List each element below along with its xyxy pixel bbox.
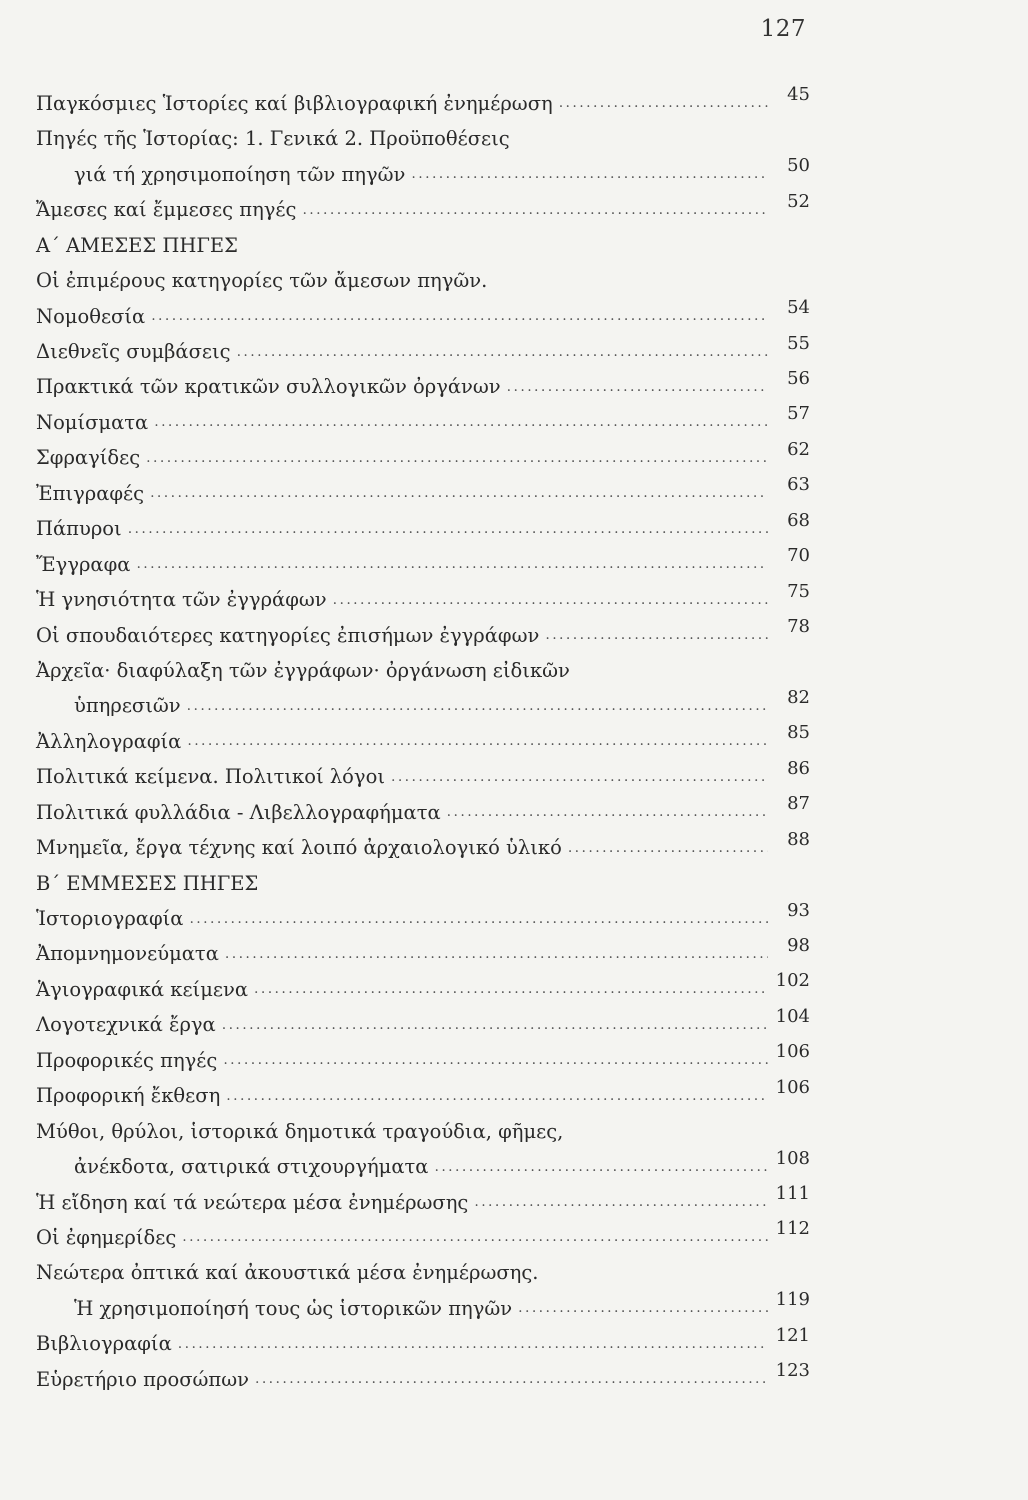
dot-leader [182,1230,768,1244]
toc-entry [36,751,810,789]
dot-leader [189,912,768,926]
toc-entry-page: 68 [787,509,810,531]
toc-entry-title: Ἡ εἴδηση καί τά νεώτερα μέσα ἐνημέρωσης [36,1190,469,1214]
toc-entry-title: Πολιτικά φυλλάδια - Λιβελλογραφήματα [36,800,441,824]
toc-entry [36,1070,810,1108]
dot-leader [507,380,768,394]
dot-leader [146,451,768,465]
dot-leader [223,1053,768,1067]
toc-entry [36,255,810,293]
toc-entry [36,1141,810,1179]
dot-leader [434,1160,768,1174]
toc-entry-title: Οἱ ἐφημερίδες [36,1225,177,1249]
toc-entry-page: 102 [775,970,810,992]
dot-leader [128,522,768,536]
dot-leader [518,1301,768,1315]
dot-leader [150,486,768,500]
dot-leader [154,415,768,429]
toc-entry-title: Παγκόσμιες Ἱστορίες καί βιβλιογραφική ἐνημέρωση [36,91,553,115]
dot-leader [222,1018,768,1032]
dot-leader [568,841,768,855]
toc-entry-title: Ἀλληλογραφία [36,729,182,753]
toc-entry-title: Σφραγίδες [36,446,141,470]
toc-entry-title: Ἡ χρησιμοποίησή τους ὡς ἱστορικῶν πηγῶν [74,1296,513,1320]
toc-entry-page: 52 [787,190,810,212]
toc-entry-page: 108 [775,1147,810,1169]
toc-entry [36,184,810,222]
toc-entry [36,468,810,503]
toc-entry-title: Α΄ ΑΜΕΣΕΣ ΠΗΓΕΣ [36,233,238,257]
dot-leader [136,557,768,571]
toc-entry [36,149,810,184]
toc-entry [36,362,810,397]
toc-entry-page: 54 [787,297,810,319]
dot-leader [302,203,768,217]
toc-entry [36,1247,810,1285]
toc-entry-title: Νομίσματα [36,410,149,434]
toc-entry-title: ὑπηρεσιῶν [74,694,181,718]
toc-entry-title: Ἁγιογραφικά κείμενα [36,977,248,1001]
dot-leader [226,1089,768,1103]
toc-entry-page: 88 [787,828,810,850]
toc-entry-title: Ἐπιγραφές [36,481,145,505]
toc-entry [36,574,810,612]
toc-entry-page: 121 [775,1324,810,1346]
dot-leader [237,345,768,359]
toc-entry-page: 104 [775,1005,810,1027]
toc-entry [36,645,810,680]
toc-entry-page: 123 [775,1360,810,1382]
toc-entry [36,964,810,999]
toc-entry [36,503,810,541]
dot-leader [255,1372,768,1386]
toc-entry-title: Μνημεῖα, ἔργα τέχνης καί λοιπό ἀρχαιολογικό ὑλικό [36,836,562,860]
toc-entry [36,1318,810,1356]
toc-entry [36,822,810,860]
toc-entry [36,1283,810,1318]
toc-entry-title: ἀνέκδοτα, σατιρικά στιχουργήματα [74,1155,429,1179]
toc-entry-page: 63 [787,474,810,496]
toc-entry-page: 86 [787,757,810,779]
dot-leader [545,628,768,642]
toc-entry-title: Διεθνεῖς συμβάσεις [36,340,231,363]
dot-leader [187,734,768,748]
toc-entry-title: Ἱστοριογραφία [36,907,184,930]
toc-entry-title: Προφορική ἔκθεση [36,1084,221,1108]
toc-entry [36,858,810,893]
toc-entry-title: Πολιτικά κείμενα. Πολιτικοί λόγοι [36,765,385,789]
toc-entry [36,1106,810,1141]
dot-leader [411,167,768,181]
dot-leader [178,1337,768,1351]
toc-entry-page: 70 [787,545,810,567]
dot-leader [447,805,768,819]
toc-entry-title: γιά τή χρησιμοποίηση τῶν πηγῶν [74,162,406,186]
dot-leader [151,309,768,323]
toc-entry [36,999,810,1037]
toc-entry [36,220,810,255]
toc-entry-page: 112 [775,1218,810,1240]
toc-entry-page: 50 [787,155,810,177]
toc-entry-page: 93 [787,899,810,921]
toc-entry-page: 62 [787,438,810,460]
toc-entry-title: Εὑρετήριο προσώπων [36,1367,249,1391]
toc-entry [36,1354,810,1389]
dot-leader [333,593,768,607]
toc-entry-page: 106 [775,1041,810,1063]
toc-entry-page: 57 [787,403,810,425]
toc-entry [36,787,810,822]
toc-entry [36,326,810,361]
toc-entry-page: 78 [787,616,810,637]
toc-entry-title: Ἀρχεῖα· διαφύλαξη τῶν ἐγγράφων· ὀργάνωση εἰδικῶν [36,658,570,682]
toc-entry-page: 111 [775,1183,810,1204]
toc-entry [36,78,810,113]
toc-entry-title: Λογοτεχνικά ἔργα [36,1013,216,1037]
toc-entry [36,716,810,751]
toc-entry [36,929,810,964]
toc-entry-title: Οἱ σπουδαιότερες κατηγορίες ἐπισήμων ἐγγράφων [36,623,540,647]
toc-entry [36,610,810,645]
toc-entry [36,539,810,574]
toc-entry-page: 45 [787,84,810,106]
dot-leader [225,947,768,961]
toc-entry-page: 55 [787,332,810,354]
dot-leader [254,982,768,996]
dot-leader [391,770,768,784]
toc-entry-title: Ἡ γνησιότητα τῶν ἐγγράφων [36,588,327,612]
dot-leader [559,96,768,110]
toc-entry-page: 98 [787,934,810,956]
toc-entry-title: Προφορικές πηγές [36,1048,218,1072]
table-of-contents [36,78,810,1389]
toc-entry-title: Πηγές τῆς Ἱστορίας: 1. Γενικά 2. Προϋποθέσεις [36,127,510,151]
dot-leader [187,699,768,713]
toc-entry-title: Νομοθεσία [36,304,146,328]
toc-entry-page: 106 [775,1076,810,1098]
toc-entry [36,397,810,432]
toc-entry-title: Βιβλιογραφία [36,1332,172,1356]
toc-entry-page: 56 [787,367,810,389]
toc-entry [36,432,810,470]
toc-entry-title: Οἱ ἐπιμέρους κατηγορίες τῶν ἄμεσων πηγῶν. [36,269,488,293]
toc-entry [36,893,810,928]
toc-entry-title: Πάπυροι [36,517,122,541]
toc-entry [36,113,810,151]
toc-entry-title: Β΄ ΕΜΜΕΣΕΣ ΠΗΓΕΣ [36,871,259,895]
toc-entry [36,1212,810,1247]
toc-entry-page: 75 [787,580,810,602]
toc-entry-title: Ἀπομνημονεύματα [36,942,219,966]
toc-entry [36,1177,810,1212]
toc-entry-page: 119 [775,1289,810,1311]
toc-entry-title: Πρακτικά τῶν κρατικῶν συλλογικῶν ὀργάνων [36,375,501,399]
toc-entry-page: 87 [787,793,810,815]
toc-entry-title: Ἔγγραφα [36,552,131,576]
toc-entry-title: Ἄμεσες καί ἔμμεσες πηγές [36,198,297,222]
dot-leader [474,1195,768,1209]
toc-entry [36,1035,810,1070]
toc-entry-page: 85 [787,722,810,744]
toc-entry-title: Μύθοι, θρύλοι, ἱστορικά δημοτικά τραγούδια, φῆμες, [36,1119,564,1143]
toc-entry-page: 82 [787,686,810,708]
toc-entry-title: Νεώτερα ὀπτικά καί ἀκουστικά μέσα ἐνημέρωσης. [36,1261,539,1285]
toc-entry [36,291,810,326]
page-number: 127 [760,16,806,42]
toc-entry [36,680,810,718]
